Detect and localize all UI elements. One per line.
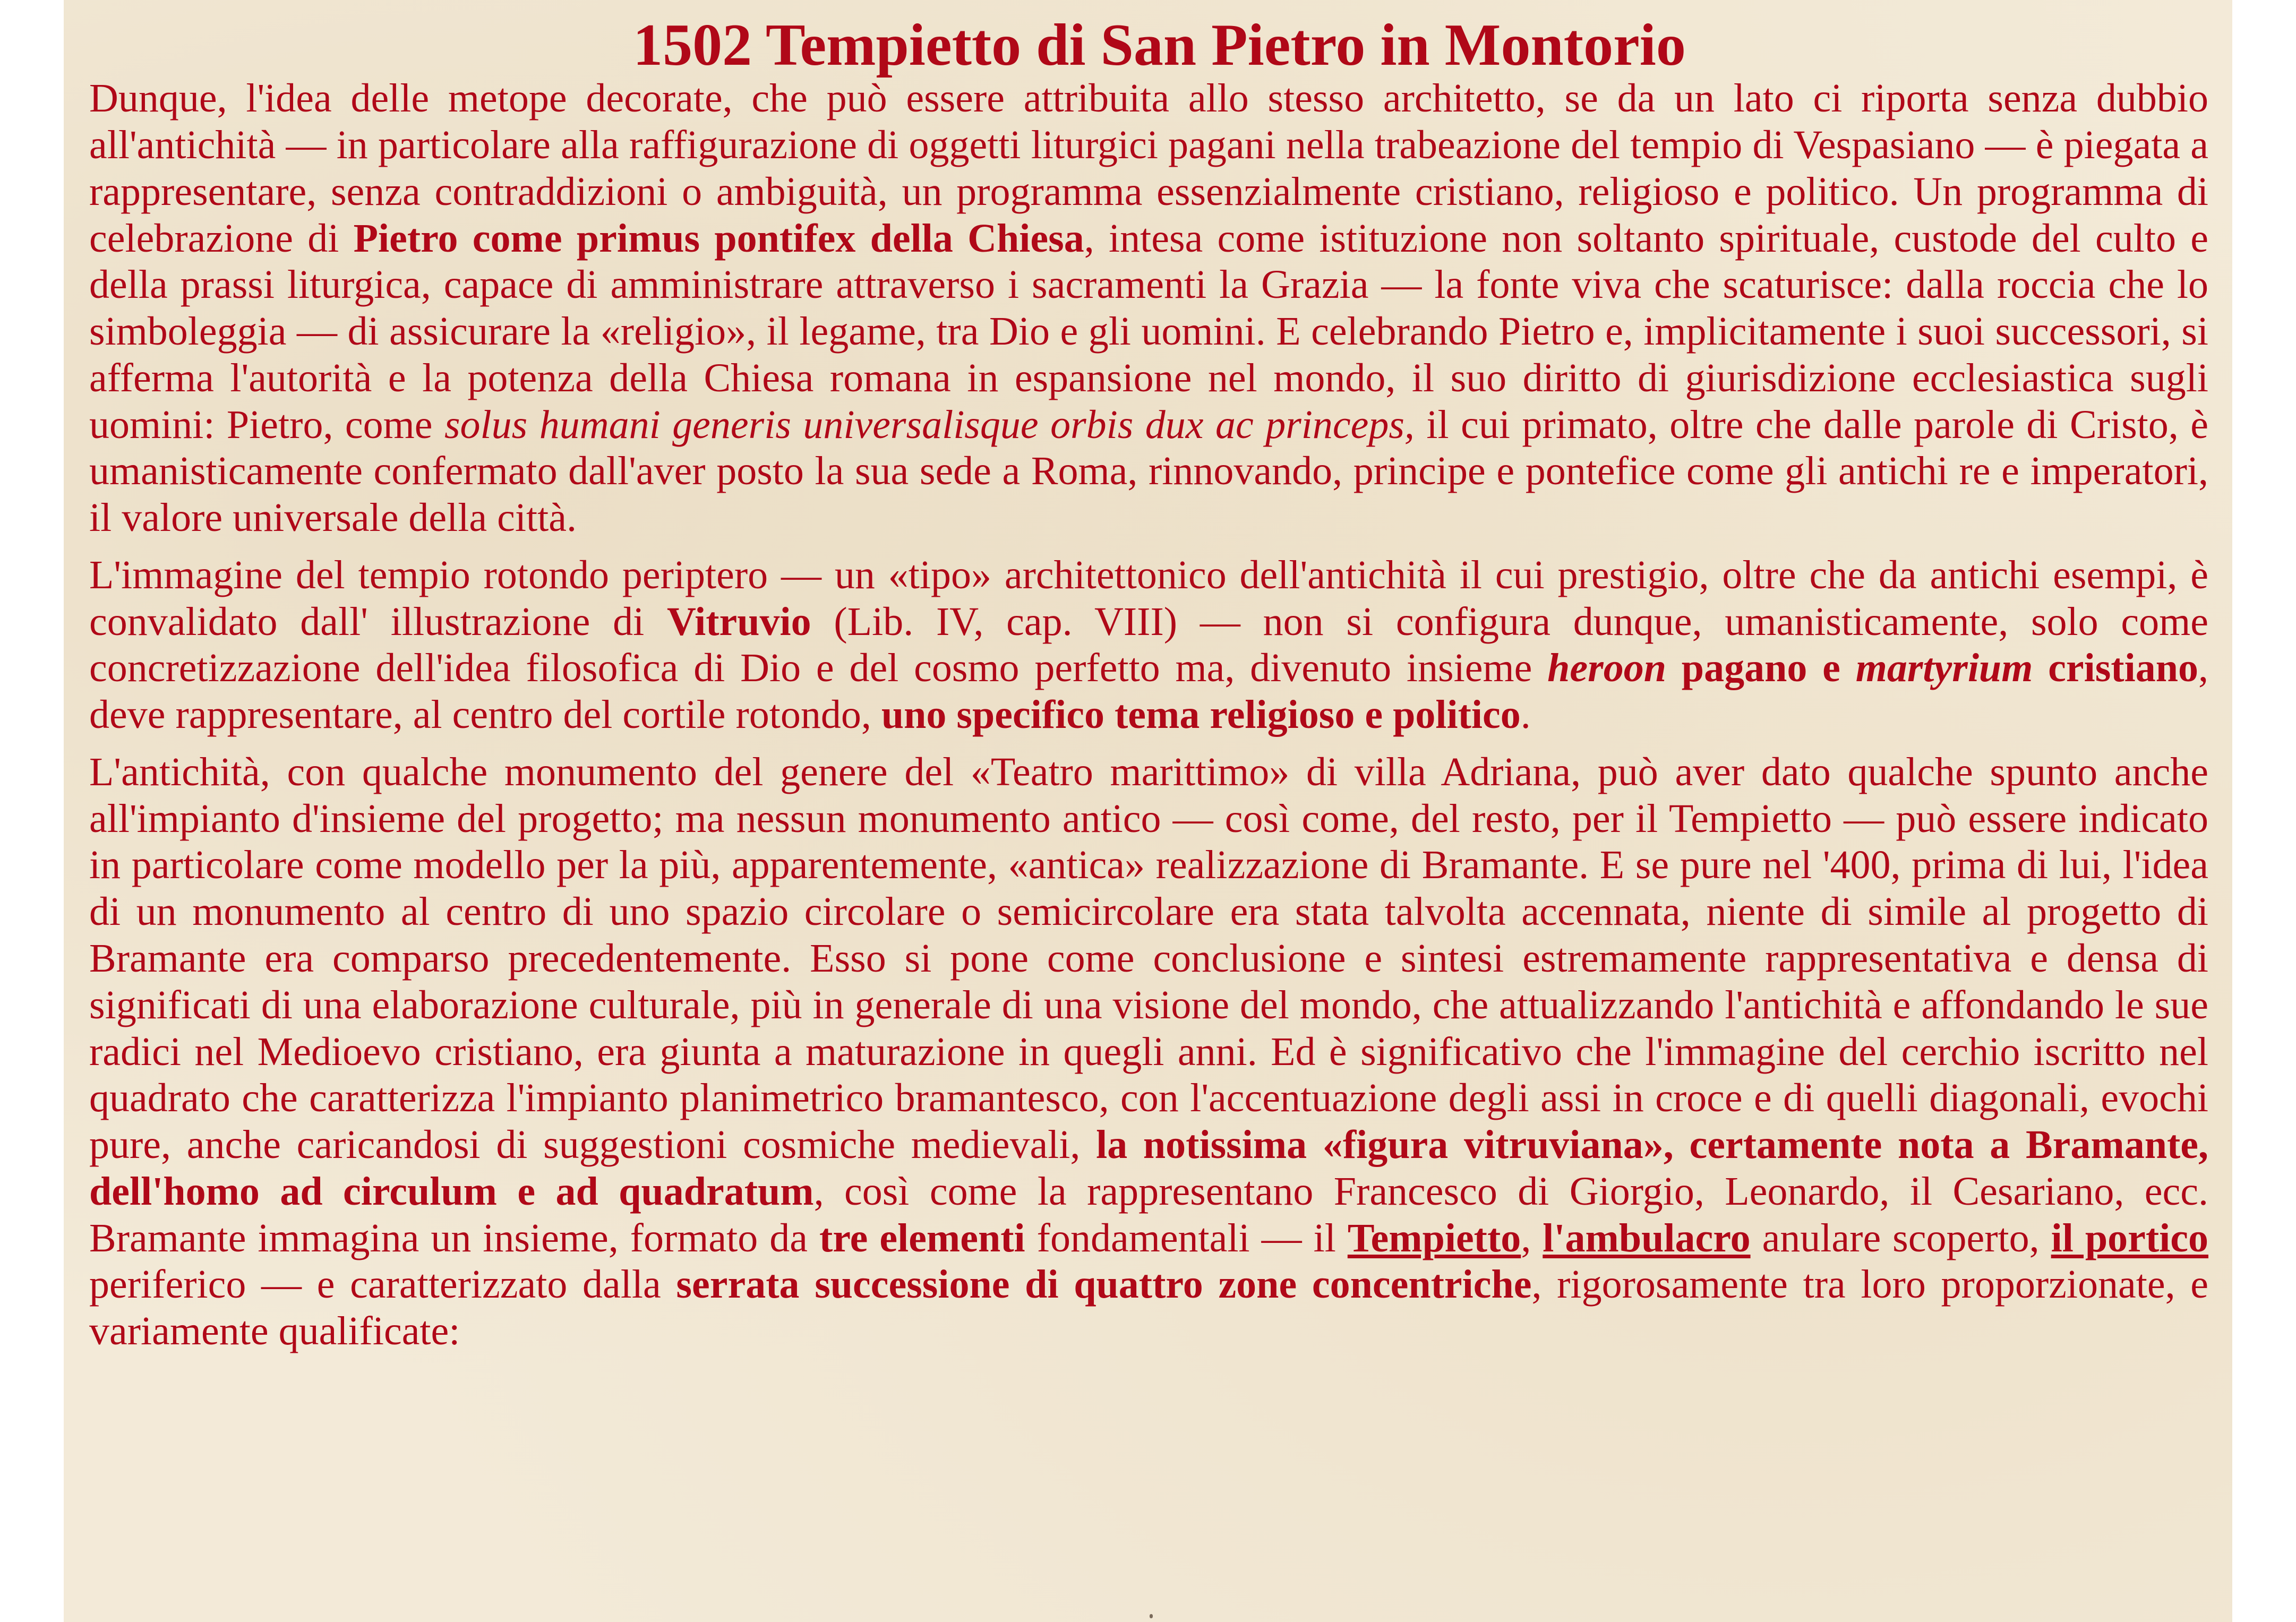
bold-text: serrata successione di quattro zone concentriche bbox=[676, 1262, 1532, 1307]
bold-text: uno specifico tema religioso e politico bbox=[881, 692, 1521, 737]
text: , rigorosamente tra loro proporzionate, e variamente qualificate: bbox=[89, 1262, 2208, 1354]
text: L'antichità, con qualche monumento del genere del «Teatro marittimo» di villa Adriana, può aver dato qualche spunto anche all'impianto d'insieme del progetto; ma nessun monumento antico — così come, del resto, per il Tempietto — può essere indicato in particolare come modello per la più, apparentemente, «antica» realizzazione di Bramante. E se pure nel '400, prima di lui, l'idea di un monumento al centro di uno spazio circolare o semicircolare era stata talvolta accennata, niente di simile al progetto di Bramante era comparso precedentemente. Esso si pone come conclusione e sintesi estremamente rappresentativa e densa di significati di una elaborazione culturale, più in generale di una visione del mondo, che attualizzando l'antichità e affondando le sue radici nel Medioevo cristiano, era giunta a maturazione in quegli anni. Ed è significativo che l'immagine del cerchio iscritto nel quadrato che caratterizza l'impianto planimetrico bramantesco, con l'accentuazione degli assi in croce e di quelli diagonali, evochi pure, anche caricandosi di suggestioni cosmiche medievali, bbox=[89, 749, 2208, 1168]
text: , deve rappresentare, al centro del cortile rotondo, bbox=[89, 646, 2208, 737]
bold-text: Vitruvio bbox=[667, 599, 811, 644]
paragraph-3 bbox=[89, 749, 2208, 1355]
bold-text: cristiano bbox=[2033, 646, 2198, 691]
text: L'immagine del tempio rotondo periptero — un «tipo» architettonico dell'antichità il cui prestigio, oltre che da antichi esempi, è convalidato dall' illustrazione di bbox=[89, 552, 2208, 644]
page bbox=[64, 0, 2232, 1622]
text: periferico — e caratterizzato dalla bbox=[89, 1262, 676, 1307]
underlined-bold-text: il portico bbox=[2051, 1215, 2208, 1260]
text: , così come la rappresentano Francesco di Giorgio, Leonardo, il Cesariano, ecc. Bramante immagina un insieme, formato da bbox=[89, 1169, 2208, 1260]
bold-text: tre elementi bbox=[819, 1215, 1025, 1260]
bold-text: Pietro come primus pontifex della Chiesa bbox=[353, 216, 1084, 261]
text: (Lib. IV, cap. VIII) — non si configura dunque, umanisticamente, solo come concretizzazione dell'idea filosofica di Dio e del cosmo perfetto ma, divenuto insieme bbox=[89, 599, 2208, 691]
text: . bbox=[1520, 692, 1531, 737]
text: fondamentali — il bbox=[1025, 1215, 1348, 1260]
paragraph-2 bbox=[89, 552, 2208, 739]
text: Dunque, l'idea delle metope decorate, che può essere attribuita allo stesso architetto, se da un lato ci riporta senza dubbio all'antichità — in particolare alla raffigurazione di oggetti liturgici pagani nella trabeazione del tempio di Vespasiano — è piegata a rappresentare, senza contraddizioni o ambiguità, un programma essenzialmente cristiano, religioso e politico. Un programma di celebrazione di bbox=[89, 76, 2208, 261]
bold-italic-text: heroon bbox=[1547, 646, 1666, 691]
bold-text: la notissima «figura vitruviana», certamente nota a Bramante, dell'homo ad circulum e ad quadratum bbox=[89, 1122, 2208, 1214]
text: , intesa come istituzione non soltanto spirituale, custode del culto e della prassi liturgica, capace di amministrare attraverso i sacramenti la Grazia — la fonte viva che scaturisce: dalla roccia che lo simboleggia — di assicurare la «religio», il legame, tra Dio e gli uomini. E celebrando Pietro e, implicitamente i suoi successori, si afferma l'autorità e la potenza della Chiesa romana in espansione nel mondo, il suo diritto di giurisdizione ecclesiastica sugli uomini: Pietro, come bbox=[89, 216, 2208, 447]
underlined-bold-text: Tempietto bbox=[1347, 1215, 1521, 1260]
text: il cui primato, oltre che dalle parole di Cristo, è umanisticamente confermato dall'aver posto la sua sede a Roma, rinnovando, principe e pontefice come gli antichi re e imperatori, il valore universale della città. bbox=[89, 402, 2208, 540]
paragraph-1 bbox=[89, 75, 2208, 542]
bold-italic-text: martyrium bbox=[1855, 646, 2033, 691]
page-title: 1502 Tempietto di San Pietro in Montorio bbox=[633, 12, 1686, 78]
bold-text: pagano e bbox=[1666, 646, 1856, 691]
text: , bbox=[1521, 1215, 1543, 1260]
italic-text: solus humani generis universalisque orbis dux ac princeps, bbox=[444, 402, 1415, 447]
paper-speck bbox=[1150, 1614, 1153, 1618]
text: anulare scoperto, bbox=[1750, 1215, 2051, 1260]
underlined-bold-text: l'ambulacro bbox=[1543, 1215, 1751, 1260]
